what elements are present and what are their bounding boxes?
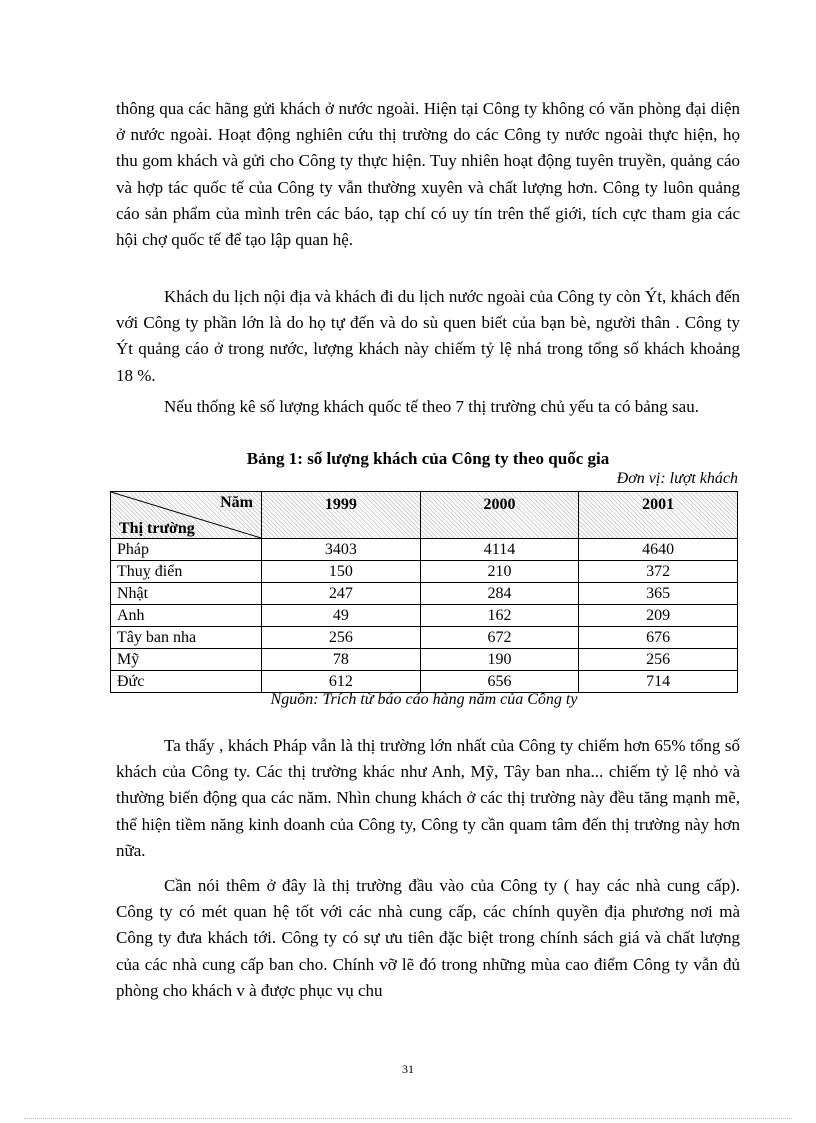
corner-market-label: Thị trường: [119, 520, 195, 537]
year-header: 2000: [420, 492, 579, 539]
table-row: [111, 583, 738, 605]
value-cell: 209: [579, 605, 738, 627]
table-row: [111, 649, 738, 671]
market-name: Mỹ: [111, 649, 262, 671]
table-row: [111, 539, 738, 561]
market-name: Anh: [111, 605, 262, 627]
paragraph-4: Ta thấy , khách Pháp vẫn là thị trường lớn nhất của Công ty chiếm hơn 65% tổng số khách của Công ty. Các thị trường khác như Anh, Mỹ, Tây ban nha... chiếm tỷ lệ nhỏ và thường biến động qua các năm. Nhìn chung khách ở các thị trường này đều tăng mạnh mẽ, thể hiện tiềm năng kinh doanh của Công ty, Công ty cần quam tâm đến thị trường này hơn nữa.: [116, 736, 740, 860]
table-row: [111, 605, 738, 627]
value-cell: 372: [579, 561, 738, 583]
value-cell: 150: [262, 561, 421, 583]
table-row: [111, 561, 738, 583]
table-unit: Đơn vị: lượt khách: [616, 470, 738, 487]
value-cell: 4640: [579, 539, 738, 561]
value-cell: 4114: [420, 539, 579, 561]
paragraph-1: thông qua các hãng gửi khách ở nước ngoài. Hiện tại Công ty không có văn phòng đại diện ở nước ngoài. Hoạt động nghiên cứu thị trường do các Công ty nước ngoài thực hiện, họ thu gom khách và gửi cho Công ty thực hiện. Tuy nhiên hoạt động tuyên truyền, quảng cáo và hợp tác quốc tế của Công ty vẫn thường xuyên và chất lượng hơn. Công ty luôn quảng cáo sản phẩm của mình trên các báo, tạp chí có uy tín trên thế giới, tích cực tham gia các hội chợ quốc tế để tạo lập quan hệ.: [116, 99, 740, 250]
value-cell: 256: [579, 649, 738, 671]
visitors-table: [110, 491, 738, 693]
market-name: Nhật: [111, 583, 262, 605]
corner-year-label: Năm: [220, 494, 253, 511]
value-cell: 612: [262, 671, 421, 693]
paragraph-5: Cần nói thêm ở đây là thị trường đầu vào của Công ty ( hay các nhà cung cấp). Công ty có mét quan hệ tốt với các nhà cung cấp, các chính quyền địa phương nơi mà Công ty đưa khách tới. Công ty có sự ưu tiên đặc biệt trong chính sách giá và chất lượng của các nhà cung cấp ban cho. Chính vỡ lẽ đó trong những mùa cao điểm Công ty vẫn đủ phòng cho khách v à được phục vụ chu: [116, 876, 740, 1000]
market-name: Thuỵ điển: [111, 561, 262, 583]
paragraph-3: Nếu thống kê số lượng khách quốc tế theo 7 thị trường chủ yếu ta có bảng sau.: [164, 397, 699, 416]
table-row: [111, 671, 738, 693]
value-cell: 676: [579, 627, 738, 649]
value-cell: 190: [420, 649, 579, 671]
table-caption: Bảng 1: số lượng khách của Công ty theo quốc gia: [246, 449, 610, 468]
value-cell: 714: [579, 671, 738, 693]
market-name: Đức: [111, 671, 262, 693]
value-cell: 365: [579, 583, 738, 605]
value-cell: 672: [420, 627, 579, 649]
paragraph-2: Khách du lịch nội địa và khách đi du lịch nước ngoài của Công ty còn Ýt, khách đến với Công ty phần lớn là do họ tự đến và do sù quen biết của bạn bè, người thân . Công ty Ýt quảng cáo ở trong nước, lượng khách này chiếm tỷ lệ nhá trong tổng số khách khoảng 18 %.: [116, 287, 740, 385]
value-cell: 656: [420, 671, 579, 693]
market-name: Pháp: [111, 539, 262, 561]
market-name: Tây ban nha: [111, 627, 262, 649]
value-cell: 78: [262, 649, 421, 671]
table-corner-cell: [111, 492, 262, 539]
value-cell: 210: [420, 561, 579, 583]
value-cell: 284: [420, 583, 579, 605]
year-header: 1999: [262, 492, 421, 539]
table-row: [111, 627, 738, 649]
table-source: Nguồn: Trích từ báo cáo hàng năm của Công ty: [270, 691, 578, 708]
value-cell: 162: [420, 605, 579, 627]
value-cell: 247: [262, 583, 421, 605]
value-cell: 3403: [262, 539, 421, 561]
year-header: 2001: [579, 492, 738, 539]
table-header-row: [111, 492, 738, 539]
value-cell: 49: [262, 605, 421, 627]
page-bottom-divider: [24, 1118, 792, 1119]
page-number: 31: [402, 1062, 414, 1076]
value-cell: 256: [262, 627, 421, 649]
